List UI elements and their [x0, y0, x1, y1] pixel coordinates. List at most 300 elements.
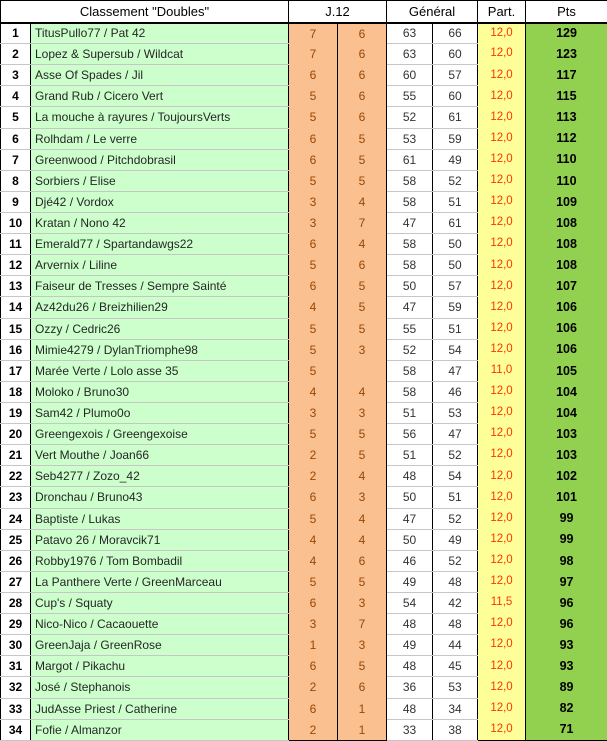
rank-cell: 7: [1, 149, 31, 170]
team-cell: La Panthere Verte / GreenMarceau: [31, 571, 289, 592]
j12-b-cell: 5: [338, 276, 387, 297]
team-cell: Dronchau / Bruno43: [31, 487, 289, 508]
general-a-cell: 58: [387, 255, 433, 276]
j12-b-cell: 1: [338, 698, 387, 719]
j12-b-cell: 4: [338, 381, 387, 402]
j12-b-cell: [338, 360, 387, 381]
team-cell: Arvernix / Liline: [31, 255, 289, 276]
j12-a-cell: 6: [289, 149, 338, 170]
j12-a-cell: 2: [289, 677, 338, 698]
general-a-cell: 58: [387, 170, 433, 191]
team-cell: Seb4277 / Zozo_42: [31, 466, 289, 487]
j12-b-cell: 3: [338, 592, 387, 613]
j12-b-cell: 5: [338, 297, 387, 318]
general-a-cell: 54: [387, 592, 433, 613]
part-cell: 12,0: [478, 466, 526, 487]
team-cell: La mouche à rayures / ToujoursVerts: [31, 107, 289, 128]
rank-cell: 22: [1, 466, 31, 487]
rank-cell: 15: [1, 318, 31, 339]
j12-a-cell: 6: [289, 656, 338, 677]
table-row: [1, 44, 607, 65]
team-cell: Moloko / Bruno30: [31, 381, 289, 402]
part-cell: 12,0: [478, 381, 526, 402]
j12-a-cell: 5: [289, 255, 338, 276]
general-b-cell: 50: [433, 255, 478, 276]
table-row: [1, 402, 607, 423]
part-cell: 12,0: [478, 635, 526, 656]
pts-cell: 112: [526, 128, 607, 149]
j12-a-cell: 5: [289, 571, 338, 592]
pts-cell: 113: [526, 107, 607, 128]
rank-cell: 18: [1, 381, 31, 402]
j12-b-cell: 1: [338, 719, 387, 740]
j12-a-cell: 1: [289, 635, 338, 656]
j12-b-cell: 4: [338, 508, 387, 529]
j12-b-cell: 6: [338, 107, 387, 128]
general-b-cell: 61: [433, 107, 478, 128]
table-row: [1, 487, 607, 508]
j12-b-cell: 5: [338, 149, 387, 170]
rank-cell: 21: [1, 445, 31, 466]
j12-a-cell: 4: [289, 297, 338, 318]
table-row: [1, 381, 607, 402]
j12-b-cell: 4: [338, 234, 387, 255]
pts-cell: 96: [526, 592, 607, 613]
general-a-cell: 49: [387, 635, 433, 656]
rank-cell: 25: [1, 529, 31, 550]
general-b-cell: 66: [433, 23, 478, 44]
pts-cell: 96: [526, 614, 607, 635]
j12-b-cell: 4: [338, 529, 387, 550]
j12-a-cell: 6: [289, 65, 338, 86]
pts-cell: 99: [526, 508, 607, 529]
pts-cell: 107: [526, 276, 607, 297]
pts-cell: 106: [526, 318, 607, 339]
rank-cell: 27: [1, 571, 31, 592]
rank-cell: 19: [1, 402, 31, 423]
pts-cell: 108: [526, 234, 607, 255]
j12-b-cell: 5: [338, 571, 387, 592]
rank-cell: 6: [1, 128, 31, 149]
general-b-cell: 54: [433, 339, 478, 360]
j12-a-cell: 3: [289, 212, 338, 233]
part-cell: 12,0: [478, 424, 526, 445]
j12-a-cell: 5: [289, 508, 338, 529]
pts-cell: 105: [526, 360, 607, 381]
part-cell: 12,0: [478, 65, 526, 86]
header-row: [1, 1, 607, 23]
rank-cell: 24: [1, 508, 31, 529]
j12-b-cell: 7: [338, 212, 387, 233]
general-a-cell: 33: [387, 719, 433, 740]
general-a-cell: 50: [387, 529, 433, 550]
general-b-cell: 60: [433, 86, 478, 107]
team-cell: Grand Rub / Cicero Vert: [31, 86, 289, 107]
team-cell: Greenwood / Pitchdobrasil: [31, 149, 289, 170]
general-b-cell: 50: [433, 234, 478, 255]
table-row: [1, 360, 607, 381]
team-cell: Baptiste / Lukas: [31, 508, 289, 529]
general-b-cell: 57: [433, 65, 478, 86]
rank-cell: 32: [1, 677, 31, 698]
table-row: [1, 339, 607, 360]
rank-cell: 26: [1, 550, 31, 571]
part-cell: 12,0: [478, 487, 526, 508]
team-cell: Az42du26 / Breizhilien29: [31, 297, 289, 318]
table-row: [1, 65, 607, 86]
j12-b-cell: 6: [338, 65, 387, 86]
table-row: [1, 234, 607, 255]
general-b-cell: 48: [433, 571, 478, 592]
general-b-cell: 52: [433, 550, 478, 571]
pts-cell: 109: [526, 191, 607, 212]
general-b-cell: 54: [433, 466, 478, 487]
pts-cell: 123: [526, 44, 607, 65]
part-cell: 12,0: [478, 529, 526, 550]
pts-cell: 110: [526, 170, 607, 191]
team-cell: Faiseur de Tresses / Sempre Sainté: [31, 276, 289, 297]
j12-a-cell: 5: [289, 107, 338, 128]
general-b-cell: 34: [433, 698, 478, 719]
general-b-cell: 52: [433, 170, 478, 191]
table-row: [1, 297, 607, 318]
table-row: [1, 635, 607, 656]
team-cell: Sorbiers / Elise: [31, 170, 289, 191]
rank-cell: 30: [1, 635, 31, 656]
team-cell: Fofie / Almanzor: [31, 719, 289, 740]
part-cell: 12,0: [478, 191, 526, 212]
header-j12: J.12: [289, 1, 387, 23]
rank-cell: 20: [1, 424, 31, 445]
j12-a-cell: 4: [289, 550, 338, 571]
general-a-cell: 63: [387, 44, 433, 65]
part-cell: 12,0: [478, 107, 526, 128]
pts-cell: 106: [526, 339, 607, 360]
table-row: [1, 212, 607, 233]
j12-a-cell: 7: [289, 23, 338, 44]
general-b-cell: 51: [433, 318, 478, 339]
general-a-cell: 58: [387, 234, 433, 255]
general-a-cell: 58: [387, 191, 433, 212]
j12-b-cell: 5: [338, 656, 387, 677]
part-cell: 12,0: [478, 212, 526, 233]
table-row: [1, 170, 607, 191]
j12-a-cell: 3: [289, 402, 338, 423]
team-cell: Sam42 / Plumo0o: [31, 402, 289, 423]
j12-b-cell: 5: [338, 170, 387, 191]
general-b-cell: 53: [433, 677, 478, 698]
part-cell: 12,0: [478, 297, 526, 318]
j12-b-cell: 6: [338, 255, 387, 276]
part-cell: 12,0: [478, 508, 526, 529]
j12-b-cell: 6: [338, 23, 387, 44]
rank-cell: 2: [1, 44, 31, 65]
part-cell: 11,0: [478, 360, 526, 381]
table-row: [1, 191, 607, 212]
general-a-cell: 47: [387, 297, 433, 318]
j12-a-cell: 2: [289, 719, 338, 740]
team-cell: Asse Of Spades / Jil: [31, 65, 289, 86]
general-a-cell: 49: [387, 571, 433, 592]
rank-cell: 4: [1, 86, 31, 107]
general-b-cell: 61: [433, 212, 478, 233]
j12-a-cell: 6: [289, 234, 338, 255]
general-b-cell: 52: [433, 508, 478, 529]
general-b-cell: 57: [433, 276, 478, 297]
part-cell: 12,0: [478, 149, 526, 170]
j12-b-cell: 7: [338, 614, 387, 635]
table-row: [1, 550, 607, 571]
part-cell: 12,0: [478, 677, 526, 698]
general-b-cell: 45: [433, 656, 478, 677]
general-b-cell: 59: [433, 297, 478, 318]
rank-cell: 34: [1, 719, 31, 740]
j12-a-cell: 5: [289, 170, 338, 191]
team-cell: Vert Mouthe / Joan66: [31, 445, 289, 466]
general-a-cell: 55: [387, 86, 433, 107]
team-cell: Greengexois / Greengexoise: [31, 424, 289, 445]
j12-a-cell: 5: [289, 318, 338, 339]
general-a-cell: 51: [387, 402, 433, 423]
j12-a-cell: 4: [289, 381, 338, 402]
general-a-cell: 51: [387, 445, 433, 466]
table-row: [1, 445, 607, 466]
rank-cell: 33: [1, 698, 31, 719]
pts-cell: 89: [526, 677, 607, 698]
table-row: [1, 276, 607, 297]
table-row: [1, 656, 607, 677]
general-b-cell: 59: [433, 128, 478, 149]
table-row: [1, 614, 607, 635]
j12-a-cell: 5: [289, 86, 338, 107]
part-cell: 12,0: [478, 339, 526, 360]
rank-cell: 10: [1, 212, 31, 233]
general-a-cell: 36: [387, 677, 433, 698]
rank-cell: 1: [1, 23, 31, 44]
header-pts: Pts: [526, 1, 607, 23]
table-row: [1, 592, 607, 613]
pts-cell: 93: [526, 656, 607, 677]
general-a-cell: 58: [387, 381, 433, 402]
header-title: Classement "Doubles": [1, 1, 289, 23]
team-cell: Cup's / Squaty: [31, 592, 289, 613]
general-b-cell: 44: [433, 635, 478, 656]
table-row: [1, 424, 607, 445]
general-b-cell: 52: [433, 445, 478, 466]
part-cell: 12,0: [478, 128, 526, 149]
rank-cell: 29: [1, 614, 31, 635]
part-cell: 12,0: [478, 86, 526, 107]
team-cell: TitusPullo77 / Pat 42: [31, 23, 289, 44]
table-row: [1, 318, 607, 339]
j12-a-cell: 2: [289, 466, 338, 487]
team-cell: Robby1976 / Tom Bombadil: [31, 550, 289, 571]
j12-b-cell: 4: [338, 466, 387, 487]
pts-cell: 103: [526, 445, 607, 466]
general-a-cell: 60: [387, 65, 433, 86]
j12-a-cell: 3: [289, 191, 338, 212]
j12-b-cell: 3: [338, 487, 387, 508]
j12-b-cell: 4: [338, 191, 387, 212]
part-cell: 12,0: [478, 719, 526, 740]
table-row: [1, 677, 607, 698]
general-b-cell: 38: [433, 719, 478, 740]
j12-b-cell: 5: [338, 424, 387, 445]
general-b-cell: 49: [433, 149, 478, 170]
rank-cell: 17: [1, 360, 31, 381]
team-cell: JudAsse Priest / Catherine: [31, 698, 289, 719]
general-b-cell: 51: [433, 191, 478, 212]
header-part: Part.: [478, 1, 526, 23]
pts-cell: 82: [526, 698, 607, 719]
j12-a-cell: 3: [289, 614, 338, 635]
rank-cell: 5: [1, 107, 31, 128]
general-a-cell: 61: [387, 149, 433, 170]
j12-a-cell: 2: [289, 445, 338, 466]
general-a-cell: 53: [387, 128, 433, 149]
general-a-cell: 46: [387, 550, 433, 571]
part-cell: 12,0: [478, 23, 526, 44]
team-cell: Kratan / Nono 42: [31, 212, 289, 233]
general-a-cell: 48: [387, 614, 433, 635]
part-cell: 12,0: [478, 445, 526, 466]
pts-cell: 129: [526, 23, 607, 44]
j12-a-cell: 6: [289, 487, 338, 508]
general-b-cell: 47: [433, 360, 478, 381]
team-cell: Marée Verte / Lolo asse 35: [31, 360, 289, 381]
j12-b-cell: 6: [338, 550, 387, 571]
team-cell: Mimie4279 / DylanTriomphe98: [31, 339, 289, 360]
j12-a-cell: 5: [289, 339, 338, 360]
j12-b-cell: 5: [338, 445, 387, 466]
j12-a-cell: 4: [289, 529, 338, 550]
general-b-cell: 51: [433, 487, 478, 508]
general-b-cell: 49: [433, 529, 478, 550]
general-b-cell: 53: [433, 402, 478, 423]
part-cell: 12,0: [478, 276, 526, 297]
table-row: [1, 23, 607, 44]
pts-cell: 106: [526, 297, 607, 318]
part-cell: 12,0: [478, 255, 526, 276]
j12-a-cell: 5: [289, 424, 338, 445]
team-cell: Djé42 / Vordox: [31, 191, 289, 212]
table-row: [1, 571, 607, 592]
general-b-cell: 42: [433, 592, 478, 613]
table-row: [1, 508, 607, 529]
pts-cell: 97: [526, 571, 607, 592]
pts-cell: 108: [526, 255, 607, 276]
team-cell: GreenJaja / GreenRose: [31, 635, 289, 656]
pts-cell: 98: [526, 550, 607, 571]
table-row: [1, 698, 607, 719]
general-b-cell: 60: [433, 44, 478, 65]
pts-cell: 103: [526, 424, 607, 445]
general-a-cell: 48: [387, 466, 433, 487]
rank-cell: 13: [1, 276, 31, 297]
j12-b-cell: 6: [338, 44, 387, 65]
j12-a-cell: 7: [289, 44, 338, 65]
general-b-cell: 46: [433, 381, 478, 402]
general-a-cell: 63: [387, 23, 433, 44]
team-cell: Lopez & Supersub / Wildcat: [31, 44, 289, 65]
part-cell: 12,0: [478, 234, 526, 255]
part-cell: 11,5: [478, 592, 526, 613]
rank-cell: 16: [1, 339, 31, 360]
pts-cell: 71: [526, 719, 607, 740]
part-cell: 12,0: [478, 170, 526, 191]
table-row: [1, 149, 607, 170]
pts-cell: 93: [526, 635, 607, 656]
general-a-cell: 52: [387, 107, 433, 128]
table-row: [1, 719, 607, 740]
j12-a-cell: 6: [289, 698, 338, 719]
rank-cell: 23: [1, 487, 31, 508]
table-row: [1, 255, 607, 276]
team-cell: Rolhdam / Le verre: [31, 128, 289, 149]
part-cell: 12,0: [478, 614, 526, 635]
general-a-cell: 50: [387, 487, 433, 508]
general-a-cell: 58: [387, 360, 433, 381]
general-a-cell: 56: [387, 424, 433, 445]
rank-cell: 11: [1, 234, 31, 255]
header-general: Général: [387, 1, 478, 23]
team-cell: Ozzy / Cedric26: [31, 318, 289, 339]
general-a-cell: 48: [387, 698, 433, 719]
general-b-cell: 47: [433, 424, 478, 445]
part-cell: 12,0: [478, 550, 526, 571]
table-row: [1, 128, 607, 149]
general-a-cell: 47: [387, 508, 433, 529]
pts-cell: 110: [526, 149, 607, 170]
team-cell: Emerald77 / Spartandawgs22: [31, 234, 289, 255]
rank-cell: 12: [1, 255, 31, 276]
pts-cell: 99: [526, 529, 607, 550]
general-a-cell: 52: [387, 339, 433, 360]
j12-a-cell: 6: [289, 128, 338, 149]
table-row: [1, 529, 607, 550]
pts-cell: 117: [526, 65, 607, 86]
j12-b-cell: 6: [338, 86, 387, 107]
rank-cell: 8: [1, 170, 31, 191]
j12-b-cell: 3: [338, 402, 387, 423]
pts-cell: 104: [526, 381, 607, 402]
rank-cell: 9: [1, 191, 31, 212]
j12-a-cell: 6: [289, 276, 338, 297]
part-cell: 12,0: [478, 571, 526, 592]
team-cell: Nico-Nico / Cacaouette: [31, 614, 289, 635]
pts-cell: 102: [526, 466, 607, 487]
general-a-cell: 50: [387, 276, 433, 297]
general-a-cell: 47: [387, 212, 433, 233]
team-cell: Patavo 26 / Moravcik71: [31, 529, 289, 550]
rank-cell: 3: [1, 65, 31, 86]
j12-b-cell: 3: [338, 635, 387, 656]
rank-cell: 31: [1, 656, 31, 677]
table-row: [1, 466, 607, 487]
team-cell: Margot / Pikachu: [31, 656, 289, 677]
table-row: [1, 107, 607, 128]
general-a-cell: 48: [387, 656, 433, 677]
pts-cell: 115: [526, 86, 607, 107]
part-cell: 12,0: [478, 44, 526, 65]
j12-a-cell: 6: [289, 592, 338, 613]
part-cell: 12,0: [478, 402, 526, 423]
rank-cell: 28: [1, 592, 31, 613]
part-cell: 12,0: [478, 318, 526, 339]
part-cell: 12,0: [478, 656, 526, 677]
j12-b-cell: 3: [338, 339, 387, 360]
j12-b-cell: 6: [338, 677, 387, 698]
